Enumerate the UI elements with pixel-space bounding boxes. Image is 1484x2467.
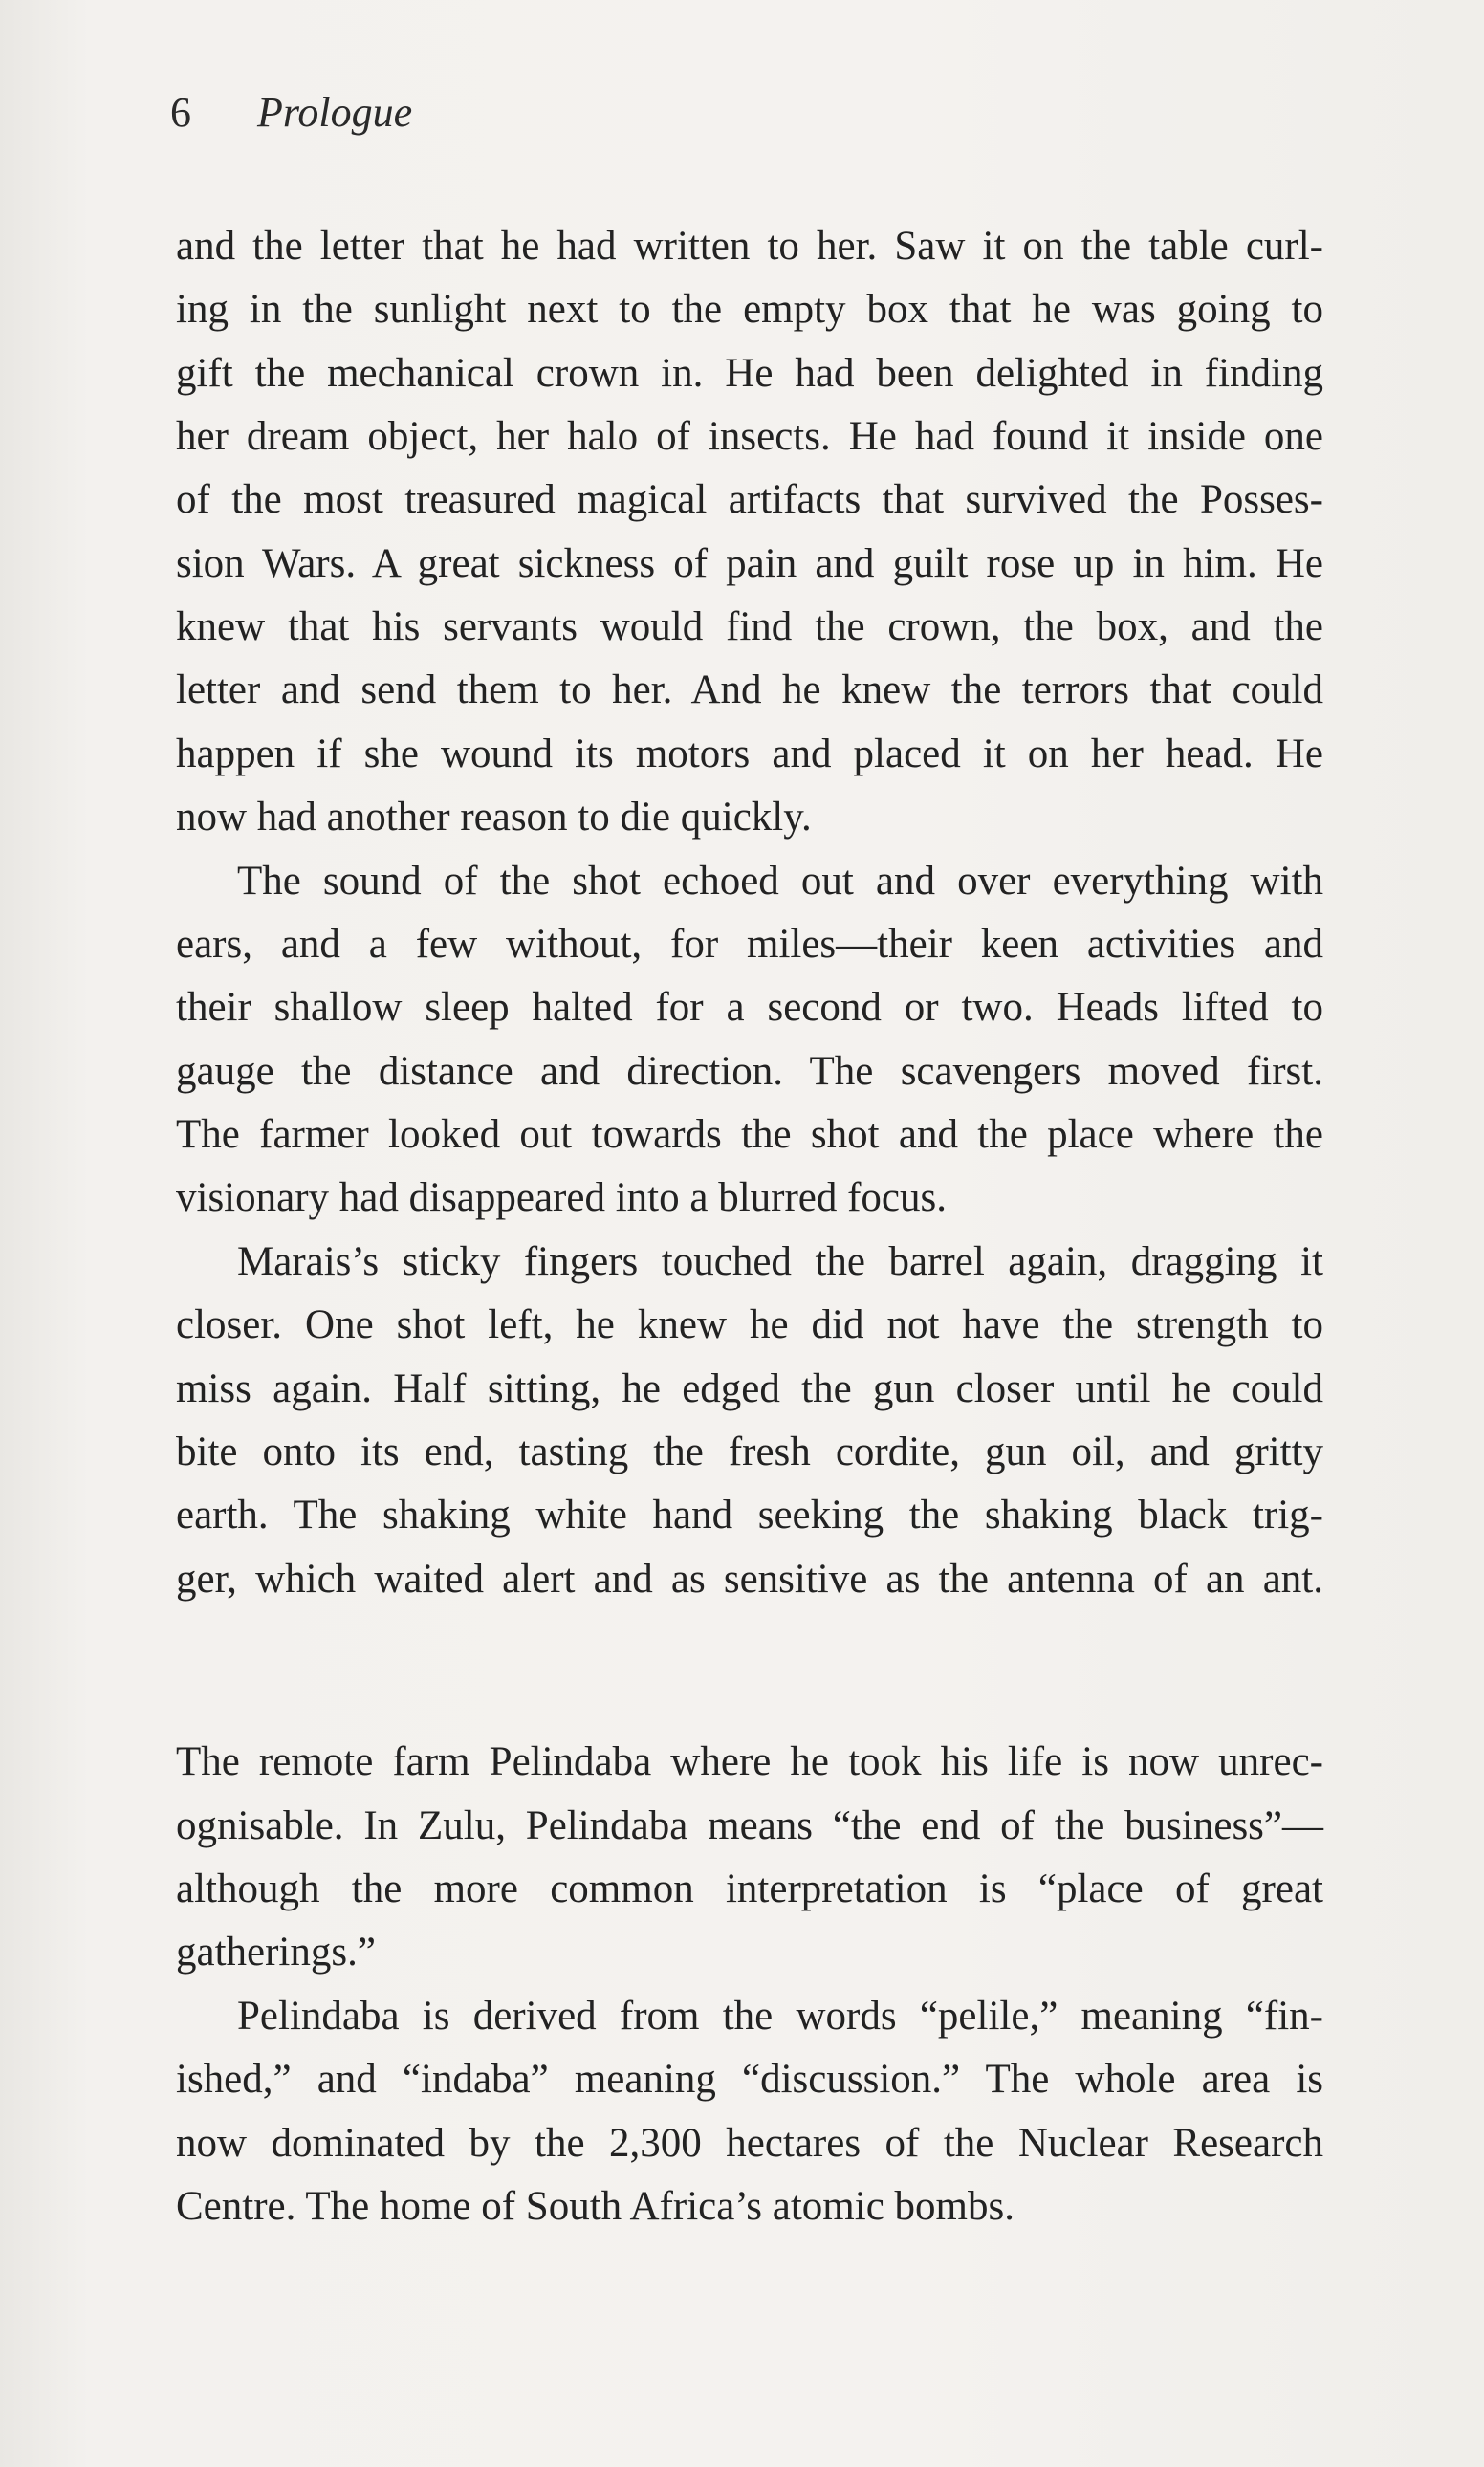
text-line: now dominated by the 2,300 hectares of the Nuclear Research (176, 2121, 1323, 2166)
text-line: closer. One shot left, he knew he did not have the strength to (176, 1302, 1323, 1347)
text-line: miss again. Half sitting, he edged the gun closer until he could (176, 1366, 1323, 1411)
text-line: earth. The shaking white hand seeking the shaking black trig- (176, 1493, 1323, 1538)
text-line: gift the mechanical crown in. He had been delighted in finding (176, 351, 1323, 396)
text-line: The remote farm Pelindaba where he took his life is now unrec- (176, 1739, 1323, 1784)
text-line: ing in the sunlight next to the empty box that he was going to (176, 287, 1323, 332)
text-line: The farmer looked out towards the shot and the place where the (176, 1112, 1323, 1157)
text-line: her dream object, her halo of insects. He had found it inside one (176, 414, 1323, 459)
text-line: Pelindaba is derived from the words “pelile,” meaning “fin- (237, 1994, 1323, 2039)
text-line: now had another reason to die quickly. (176, 795, 812, 840)
text-line: Marais’s sticky fingers touched the barrel again, dragging it (237, 1239, 1323, 1284)
text-line: ognisable. In Zulu, Pelindaba means “the end of the business”— (176, 1803, 1323, 1848)
text-line: letter and send them to her. And he knew the terrors that could (176, 667, 1323, 712)
text-line: ears, and a few without, for miles—their keen activities and (176, 922, 1323, 967)
text-line: sion Wars. A great sickness of pain and guilt rose up in him. He (176, 541, 1323, 586)
text-line: happen if she wound its motors and placed it on her head. He (176, 731, 1323, 776)
text-line: The sound of the shot echoed out and over everything with (237, 859, 1323, 904)
page-number: 6 (170, 89, 191, 136)
chapter-title: Prologue (257, 89, 413, 136)
text-line: their shallow sleep halted for a second or two. Heads lifted to (176, 985, 1323, 1030)
text-line: bite onto its end, tasting the fresh cordite, gun oil, and gritty (176, 1430, 1323, 1474)
text-line: although the more common interpretation is “place of great (176, 1867, 1323, 1911)
text-line: knew that his servants would find the crown, the box, and the (176, 604, 1323, 649)
text-line: Centre. The home of South Africa’s atomic bombs. (176, 2184, 1015, 2229)
text-line: ished,” and “indaba” meaning “discussion.” The whole area is (176, 2057, 1323, 2102)
text-line: visionary had disappeared into a blurred focus. (176, 1175, 947, 1220)
text-line: gatherings.” (176, 1930, 376, 1975)
text-line: ger, which waited alert and as sensitive as the antenna of an ant. (176, 1557, 1323, 1602)
text-line: gauge the distance and direction. The scavengers moved first. (176, 1049, 1323, 1094)
text-line: and the letter that he had written to her. Saw it on the table curl- (176, 224, 1323, 269)
text-line: of the most treasured magical artifacts that survived the Posses- (176, 477, 1323, 522)
running-head (170, 88, 412, 137)
